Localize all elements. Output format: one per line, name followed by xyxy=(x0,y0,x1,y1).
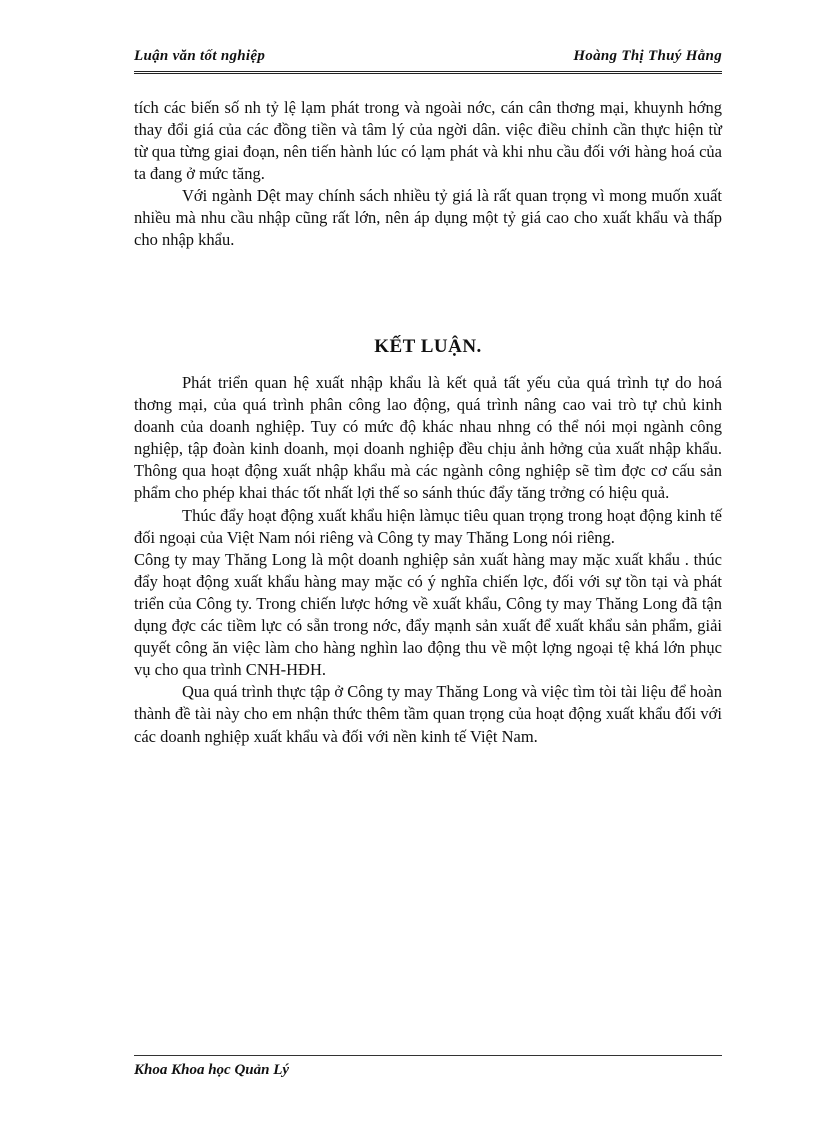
conclusion-title: KẾT LUẬN. xyxy=(374,336,482,357)
conclusion-section xyxy=(134,372,722,748)
footer-faculty: Khoa Khoa học Quản Lý xyxy=(134,1062,290,1078)
header-author-name: Hoàng Thị Thuý Hằng xyxy=(573,48,722,64)
conclusion-paragraph-1: Phát triển quan hệ xuất nhập khẩu là kết quả tất yếu của quá trình tự do hoá thơng mại, của quá trình phân công lao động, quá trình nâng cao vai trò tự chủ kinh doanh của doanh nghiệp. Tuy có mức độ khác nhau nhng có thể nói mọi ngành công nghiệp, tập đoàn kinh doanh, mọi doanh nghiệp đều chịu ảnh hởng của xuất nhập khẩu. Thông qua hoạt động xuất nhập khẩu mà các ngành công nghiệp sẽ tìm đợc cơ cấu sản phẩm cho phép khai thác tốt nhất lợi thế so sánh thúc đẩy tăng trởng có hiệu quả. xyxy=(134,373,722,503)
page-header xyxy=(134,45,722,74)
conclusion-paragraph-3: Công ty may Thăng Long là một doanh nghiệp sản xuất hàng may mặc xuất khẩu . thúc đẩy hoạt động xuất khẩu hàng may mặc có ý nghĩa chiến lợc, đối với sự tồn tại và phát triển của Công ty. Trong chiến lược hớng về xuất khẩu, Công ty may Thăng Long đã tận dụng đợc các tiềm lực có sẵn trong nớc, đẩy mạnh sản xuất để xuất khẩu sản phẩm, giải quyết công ăn việc làm cho hàng nghìn lao động thu về một lợng ngoại tệ khá lớn phục vụ cho qua trình CNH-HĐH. xyxy=(134,549,722,680)
intro-paragraph-1: tích các biến số nh tỷ lệ lạm phát trong và ngoài nớc, cán cân thơng mại, khuynh hớng thay đổi giá của các đồng tiền và tâm lý của ngời dân. việc điều chỉnh cần thực hiện từ từ qua từng giai đoạn, nên tiến hành lúc có lạm phát và khi nhu cầu đối với hàng hoá của ta đang ở mức tăng. xyxy=(134,98,722,183)
conclusion-paragraph-4: Qua quá trình thực tập ở Công ty may Thăng Long và việc tìm tòi tài liệu để hoàn thành đề tài này cho em nhận thức thêm tầm quan trọng của hoạt động xuất khẩu đối với các doanh nghiệp xuất khẩu và đối với nền kinh tế Việt Nam. xyxy=(134,682,722,746)
intro-paragraph-2: Với ngành Dệt may chính sách nhiều tỷ giá là rất quan trọng vì mong muốn xuất nhiều mà nhu cầu nhập cũng rất lớn, nên áp dụng một tỷ giá cao cho xuất khẩu và thấp cho nhập khẩu. xyxy=(134,186,722,249)
header-thesis-label: Luận văn tốt nghiệp xyxy=(134,48,266,64)
intro-section xyxy=(134,97,722,251)
conclusion-paragraph-2: Thúc đẩy hoạt động xuất khẩu hiện làmục tiêu quan trọng trong hoạt động kinh tế đối ngoại của Việt Nam nói riêng và Công ty may Thăng Long nói riêng. xyxy=(134,505,722,547)
footer-divider xyxy=(134,1055,722,1056)
